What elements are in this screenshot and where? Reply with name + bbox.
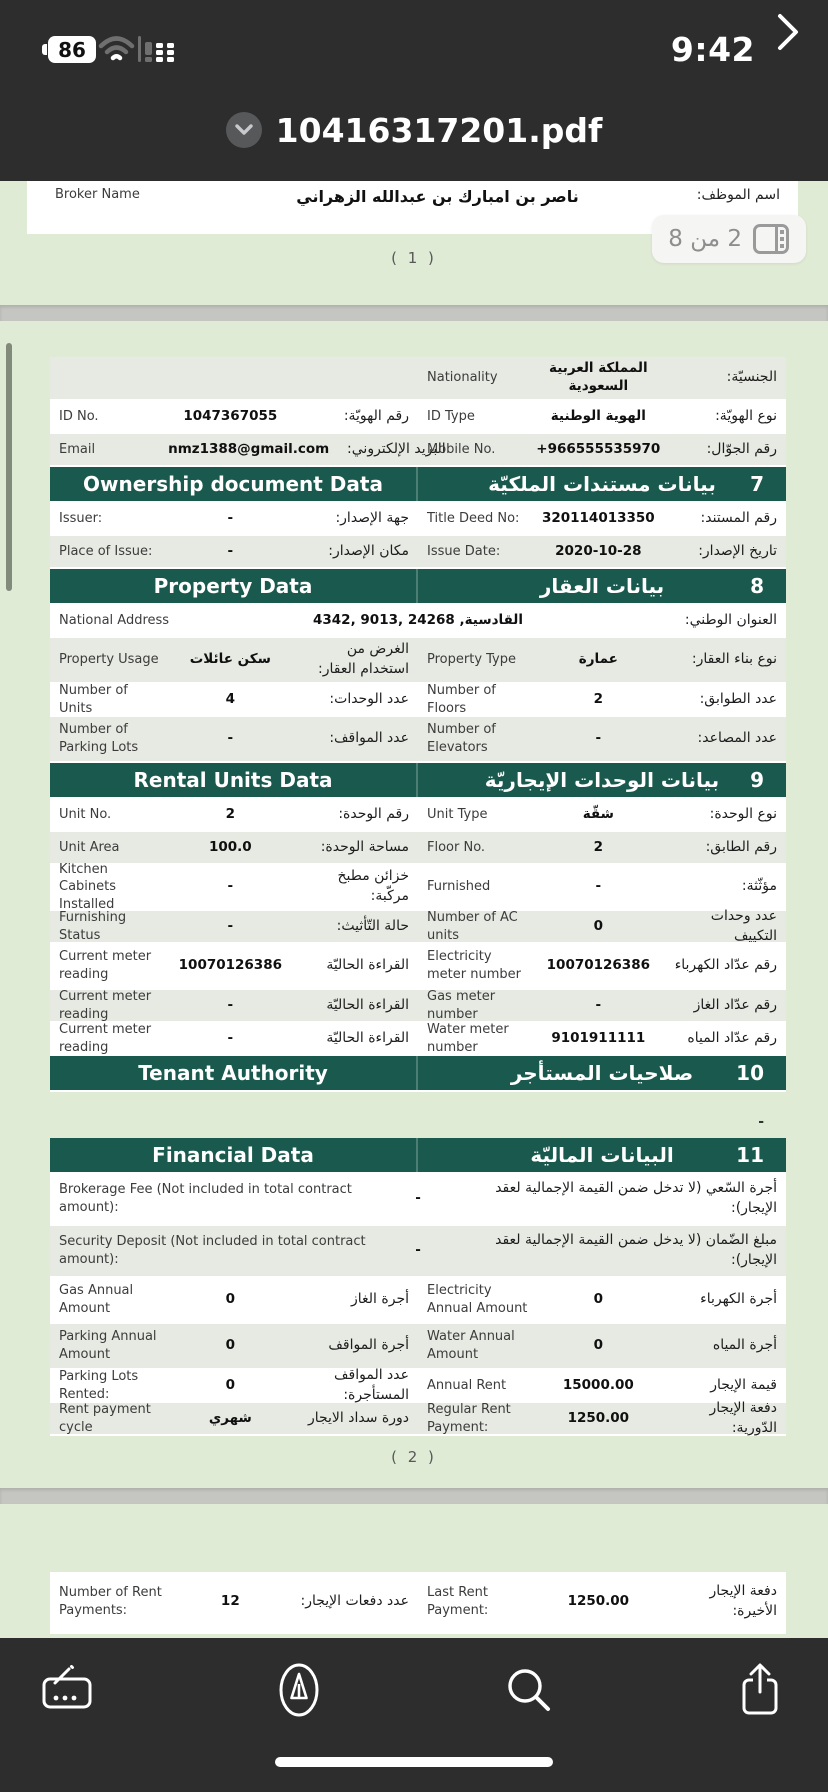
row-half [50,1572,418,1632]
cell-value: سكن عائلات [189,651,271,668]
table-row [50,357,786,401]
cell-value: 10070126386 [178,957,282,974]
cell-label-ar: عدد المواقف: [329,730,409,747]
table-row [50,503,786,536]
section-number: 11 [736,1143,764,1167]
row-half [418,717,786,761]
cell-value: شهري [208,1409,252,1426]
cell-value: 1250.00 [567,1409,630,1426]
section-title-en: Property Data [50,569,418,603]
cell-label-ar: أجرة الكهرباء [700,1291,777,1308]
cell-label-en: Regular Rent Payment: [427,1401,511,1435]
cell-label-ar: الغرض من استخدام العقار: [318,641,409,677]
cell-label-ar: العنوان الوطني: [684,611,777,628]
cell-value: الهوية الوطنية [550,407,646,424]
page2-footer: ( 2 ) [391,1448,437,1466]
section-title-ar: البيانات الماليّة [530,1143,674,1167]
row-half [418,536,786,567]
cell-label-en: Electricity Annual Amount [427,1283,528,1316]
table-row [50,1324,786,1370]
cell-label-en: Gas meter number [427,988,496,1022]
cell-label-en: Rent payment cycle [59,1401,151,1435]
cell-value: 0 [593,1291,604,1308]
cell-value: 100.0 [208,838,252,855]
table-row [50,638,786,684]
battery-icon [42,36,96,63]
cell-label-en: Issue Date: [427,543,501,559]
cell-label-ar: أجرة السّعي (لا تدخل ضمن القيمة الإجمالية لعقد الإيجار): [495,1180,777,1216]
cell-label-ar: نوع الهويّة: [715,407,777,424]
contract-table [50,357,786,1436]
row-half [418,638,786,682]
cell-label-en: Number of Elevators [427,722,496,755]
cell-value: 10070126386 [546,957,650,974]
cell-label-ar: الجنسيّة: [726,369,777,386]
cell-value: - [595,996,602,1013]
pdf-page-2 [0,321,828,1488]
status-time: 9:42 [670,30,755,69]
cell-label-en: Unit Area [59,839,120,855]
cell-label-ar: رقم الطابق: [705,838,777,855]
cell-value: القادسية, 24268 ,9013 ,4342 [312,611,524,628]
status-bar [0,30,828,78]
section-title-en: Rental Units Data [50,763,418,797]
cell-value: - [227,542,234,559]
cell-value: عمارة [578,651,618,668]
title-bar [0,98,828,162]
table-row [50,536,786,569]
cell-value: - [227,917,234,934]
table-row [50,799,786,832]
cell-value: 2020-10-28 [555,542,642,559]
pdf-page-3-top [0,1504,828,1638]
table-row [50,1278,786,1324]
section-title-ar: صلاحيات المستأجر [510,1061,694,1085]
table-row [50,907,786,944]
table-row [50,401,786,434]
row-half [50,1324,418,1368]
row-half [50,861,418,912]
cell-label-ar: دفعة الإيجار الأخيرة: [709,1583,777,1619]
cell-label-ar: حالة التّأثيث: [336,917,409,934]
row-half [50,1278,418,1322]
cell-value: - [227,1029,234,1046]
table-row [50,1174,786,1226]
table-row [50,684,786,717]
row-half [418,990,786,1021]
cell-value: 0 [225,1376,236,1393]
table-row [50,861,786,912]
row-half [418,1278,786,1322]
cell-label-ar: عدد وحدات التكييف [710,907,777,944]
row-half [418,1399,786,1436]
row-half [418,1572,786,1632]
section-number: 9 [750,768,764,792]
section-title-ar: بيانات مستندات الملكيّة [488,472,716,496]
battery-percent: 86 [48,36,96,63]
cell-label-en: Furnished [427,879,491,895]
row-half [50,911,418,942]
cell-label-en: Electricity meter number [427,949,521,982]
row-half [418,357,786,399]
cell-label-en: Furnishing Status [59,909,127,943]
cell-label-en: Brokerage Fee (Not included in total contract amount): [59,1182,352,1215]
section-number: 7 [750,472,764,496]
cell-label-en: Parking Lots Rented: [59,1368,139,1402]
cell-label-ar: مبلغ الضّمان (لا يدخل ضمن القيمة الإجمالية لعقد الإيجار): [495,1232,777,1268]
cell-value: شقّة [582,805,614,822]
cell-value: 0 [593,1337,604,1354]
cell-label-ar: عدد المواقف المستأجرة: [334,1366,409,1403]
section-header-row [50,1056,786,1092]
table-row [50,717,786,763]
battery-nub [42,44,47,55]
section-title-en: Tenant Authority [50,1056,418,1090]
section-title-ar: بيانات العقار [539,574,665,598]
cell-label-ar: رقم المستند: [700,509,777,526]
table-row [50,434,786,467]
cell-label-ar: عدد دفعات الإيجار: [300,1593,409,1610]
cell-label-en: Unit Type [427,806,488,822]
cell-label-en: Title Deed No: [427,510,520,526]
section-number: 8 [750,574,764,598]
cell-value: - [227,509,234,526]
cell-label-en: Security Deposit (Not included in total contract amount): [59,1234,366,1267]
section-header-row [50,467,786,503]
table-row [50,1572,786,1634]
broker-label-ar: اسم الموظف: [696,187,780,203]
cell-label-ar: قيمة الإيجار [710,1376,777,1393]
cell-value: 0 [225,1291,236,1308]
contract-table-continued [50,1572,786,1634]
page-thumbnail-icon [752,223,790,255]
page1-footer: ( 1 ) [391,249,437,267]
cell-label-en: Mobile No. [427,441,496,457]
cell-value: - [227,996,234,1013]
cell-label-ar: عدد المصاعد: [697,730,777,747]
table-row [50,990,786,1023]
broker-label-en: Broker Name [55,187,140,202]
document-title[interactable]: 10416317201.pdf [275,110,603,150]
section-title-en: Ownership document Data [50,467,418,501]
section-header-row [50,569,786,605]
cell-label-ar: تاريخ الإصدار: [698,542,777,559]
cell-label-ar: أجرة المواقف [328,1337,409,1354]
cell-value: 2 [593,838,604,855]
signature-icon [40,1665,96,1715]
row-half [418,907,786,944]
cell-value: +966555535970 [536,440,661,457]
cell-value: - [415,1190,421,1207]
share-icon [737,1662,783,1718]
row-half [418,944,786,988]
cell-label-ar: رقم عدّاد الكهرباء [674,957,777,974]
cell-value: 9101911111 [551,1029,646,1046]
broker-row [27,181,798,206]
cell-label-ar: دفعة الإيجار الدّورية: [709,1399,777,1436]
bottom-toolbar [0,1660,828,1720]
page-indicator-text: 2 من 8 [668,226,742,252]
cell-value: - [227,878,234,895]
cell-label-ar: البريد الإلكتروني: [347,440,446,457]
cell-label-en: Number of Rent Payments: [59,1585,162,1618]
row-half [418,865,786,909]
cell-label-ar: رقم الجوّال: [706,440,777,457]
cell-label-en: Number of AC units [427,909,518,943]
row-half [418,503,786,534]
cell-label-en: Last Rent Payment: [427,1585,489,1618]
page-separator [0,1488,828,1504]
row-half [50,990,418,1021]
row-half [50,434,446,465]
title-menu-button[interactable] [226,112,262,148]
cell-label-ar: عدد الطوابق: [699,690,777,707]
wifi-icon [98,35,135,66]
row-half [50,1023,418,1054]
row-half [50,638,418,682]
cell-label-en: Number of Floors [427,682,496,716]
row-half [418,684,786,715]
cell-value: 12 [220,1593,240,1610]
cell-value: 4 [225,690,236,707]
row-half [418,1324,786,1368]
cell-value: 2 [225,805,236,822]
cell-label-ar: رقم عدّاد الغاز [693,996,777,1013]
cell-label-en: Current meter reading [59,949,152,982]
cell-label-ar: دورة سداد الايجار [307,1409,409,1426]
cell-value: - [595,878,602,895]
row-half [50,536,418,567]
row-half [50,944,418,988]
chevron-right-icon [772,10,802,54]
cell-label-en: Place of Issue: [59,543,153,559]
cell-label-ar: جهة الإصدار: [335,509,409,526]
table-row [50,1226,786,1278]
table-row [50,1023,786,1056]
next-page-button[interactable] [772,10,802,58]
bottom-chrome [0,1638,828,1792]
home-indicator[interactable] [275,1757,553,1767]
cell-value: 0 [593,917,604,934]
broker-name-value: ناصر بن امبارك بن عبدالله الزهراني [296,187,579,206]
cell-label-en: ID Type [427,408,475,424]
cell-value: - [415,1242,421,1259]
share-button[interactable] [730,1660,790,1720]
cell-label-en: Current meter reading [59,988,152,1022]
cell-value: 1047367055 [183,407,278,424]
cell-label-ar: القراءة الحاليّة [326,1029,409,1046]
cell-label-en: Kitchen Cabinets Installed [59,861,117,912]
section-header-row [50,1138,786,1174]
table-row [50,605,786,638]
section-title-en: Financial Data [50,1138,418,1172]
markup-pen-icon [276,1662,322,1718]
cell-label-en: Floor No. [427,839,486,855]
search-icon [503,1664,555,1716]
row-half [50,684,418,715]
row-half [418,401,786,432]
cell-label-en: ID No. [59,408,99,424]
cellular-signal-icon [138,35,174,62]
cell-label-en: Issuer: [59,510,103,526]
markup-pen-button[interactable] [269,1660,329,1720]
cell-label-en: Current meter reading [59,1021,152,1055]
cell-label-ar: رقم عدّاد المياه [687,1029,777,1046]
cell-value: 320114013350 [541,509,655,526]
top-chrome [0,0,828,181]
cell-label-en: Water Annual Amount [427,1329,515,1362]
table-row [50,944,786,990]
row-half [50,717,418,761]
cell-label-en: National Address [59,612,170,628]
cell-label-ar: مؤثّثة: [741,878,777,895]
cell-label-en: Unit No. [59,806,112,822]
row-half [418,832,786,863]
section-number: 10 [736,1061,764,1085]
cell-value: nmz1388@gmail.com [168,440,330,457]
cell-label-en: Property Usage [59,652,159,668]
row-half [50,503,418,534]
cell-label-ar: نوع بناء العقار: [691,651,777,668]
cell-label-ar: أجرة الغاز [351,1291,409,1308]
chevron-down-icon [234,123,254,137]
row-half [50,799,418,830]
row-half [418,799,786,830]
row-half [50,832,418,863]
cell-value: - [227,730,234,747]
cell-value: 1250.00 [567,1593,630,1610]
cell-label-ar: رقم الهويّة: [343,407,409,424]
row-half [50,357,418,399]
table-row [50,1399,786,1436]
cell-label-ar: القراءة الحاليّة [326,957,409,974]
empty-section-row: - [758,1114,764,1130]
page-indicator-badge[interactable] [652,215,806,263]
cell-label-en: Parking Annual Amount [59,1329,157,1362]
cell-value: 0 [225,1337,236,1354]
section-title-ar: بيانات الوحدات الإيجاريّة [484,768,720,792]
cell-label-ar: مكان الإصدار: [328,542,409,559]
cell-label-en: Annual Rent [427,1377,507,1393]
row-half [50,1366,418,1403]
row-half [418,1023,786,1054]
row-half [50,1403,418,1434]
cell-value: 15000.00 [562,1376,634,1393]
cell-label-ar: مساحة الوحدة: [320,838,409,855]
cell-label-ar: خزائن مطبخ مركّبة: [337,868,409,904]
cell-label-en: Nationality [427,370,498,386]
row-half [418,434,786,465]
row-half [50,401,418,432]
cell-label-en: Email [59,441,96,457]
cell-label-en: Water meter number [427,1021,509,1055]
cell-label-en: Gas Annual Amount [59,1283,134,1316]
cell-value: - [595,730,602,747]
cell-label-ar: رقم الوحدة: [338,805,409,822]
section-header-row [50,763,786,799]
cell-value: 2 [593,690,604,707]
cell-label-en: Number of Parking Lots [59,722,139,755]
cell-value: المملكة العربية السعودية [549,360,648,394]
cell-label-en: Property Type [427,652,517,668]
cell-label-ar: أجرة المياه [712,1337,777,1354]
cell-label-en: Number of Units [59,682,128,716]
page-separator [0,305,828,321]
search-button[interactable] [499,1660,559,1720]
cell-label-ar: القراءة الحاليّة [326,996,409,1013]
signature-markup-button[interactable] [38,1660,98,1720]
cell-label-ar: عدد الوحدات: [329,690,409,707]
pdf-viewer [0,181,828,1638]
row-half [418,1370,786,1401]
cell-label-ar: نوع الوحدة: [709,805,777,822]
scroll-indicator[interactable] [6,343,12,591]
